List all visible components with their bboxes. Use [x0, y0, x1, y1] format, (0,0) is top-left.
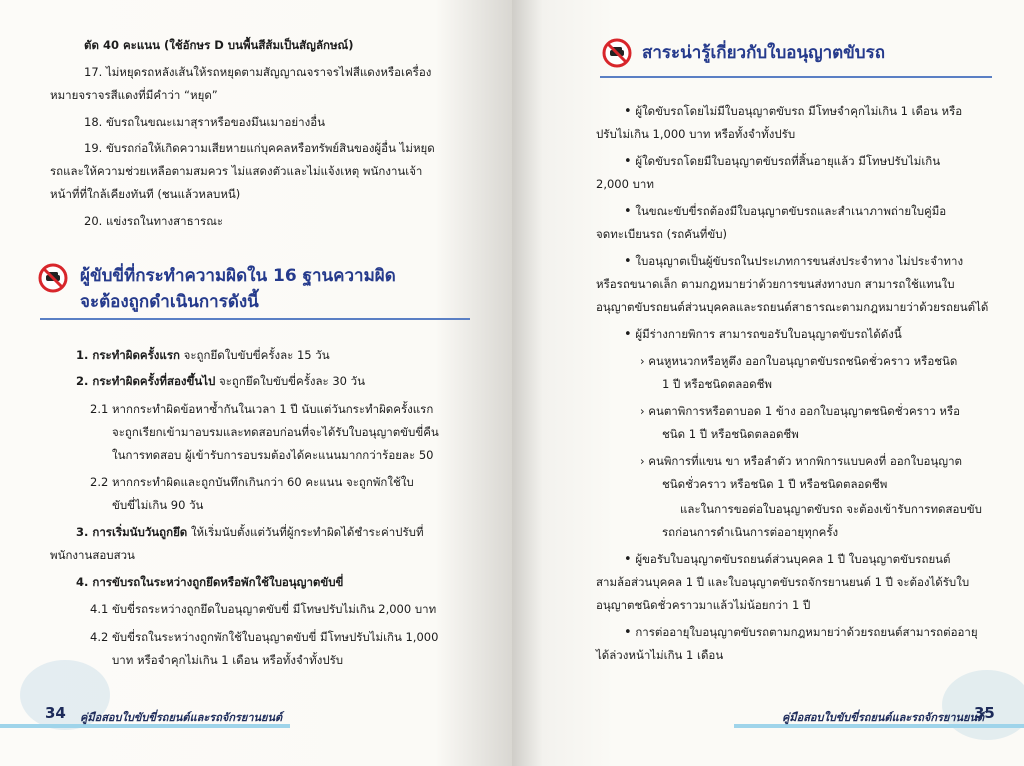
renewal-note-cont: รถก่อนการดำเนินการต่ออายุทุกครั้ง — [662, 525, 839, 539]
sub-bullet-3: › คนพิการที่แขน ขา หรือลำตัว หากพิการแบบคงที่ ออกใบอนุญาต — [640, 454, 963, 468]
heading-rule — [40, 318, 470, 320]
bullet-3: • ในขณะขับขี่รถต้องมีใบอนุญาตขับรถและสำเนาภาพถ่ายใบคู่มือ — [624, 204, 947, 219]
right-page — [512, 0, 1024, 766]
chevron-right-icon: › — [640, 354, 645, 368]
bullet-icon: • — [624, 254, 632, 269]
footer-title: คู่มือสอบใบขับขี่รถยนต์และรถจักรยานยนต์ — [782, 711, 985, 724]
penalty-item-2-1-cont-1: จะถูกเรียกเข้ามาอบรมและทดสอบก่อนที่จะได้รับใบอนุญาตขับขี่คืน — [112, 425, 439, 439]
bullet-6-cont-2: อนุญาตชนิดชั่วคราวมาแล้วไม่น้อยกว่า 1 ปี — [596, 598, 811, 612]
sub-bullet-2-cont: ชนิด 1 ปี หรือชนิดตลอดชีพ — [662, 427, 799, 441]
item-17: 17. ไม่หยุดรถหลังเส้นให้รถหยุดตามสัญญาณจราจรไฟสีแดงหรือเครื่อง — [84, 65, 432, 79]
bullet-4-cont-2: อนุญาตขับรถยนต์ส่วนบุคคลและรถยนต์สาธารณะตามกฎหมายว่าด้วยรถยนต์ได้ — [596, 300, 989, 314]
sub-bullet-1-cont: 1 ปี หรือชนิดตลอดชีพ — [662, 377, 773, 391]
bullet-icon: • — [624, 154, 632, 169]
chevron-right-icon: › — [640, 404, 645, 418]
bullet-icon: • — [624, 552, 632, 567]
item-17-cont: หมายจราจรสีแดงที่มีคำว่า “หยุด” — [50, 88, 218, 102]
bullet-3-cont: จดทะเบียนรถ (รถคันที่ขับ) — [596, 227, 727, 241]
item-19-cont-1: รถและให้ความช่วยเหลือตามสมควร ไม่แสดงตัวและไม่แจ้งเหตุ พนักงานเจ้า — [50, 164, 423, 178]
item-19: 19. ขับรถก่อให้เกิดความเสียหายแก่บุคคลหรือทรัพย์สินของผู้อื่น ไม่หยุด — [84, 141, 435, 155]
bullet-icon: • — [624, 204, 632, 219]
penalty-item-3-cont: พนักงานสอบสวน — [50, 548, 135, 562]
deduct-points-line: ตัด 40 คะแนน (ใช้อักษร D บนพื้นสีส้มเป็นสัญลักษณ์) — [84, 38, 354, 52]
page-number: 34 — [45, 704, 66, 722]
no-car-icon — [38, 263, 68, 293]
item-19-cont-2: หน้าที่ที่ใกล้เคียงทันที (ชนแล้วหลบหนี) — [50, 187, 241, 201]
sub-bullet-2: › คนตาพิการหรือตาบอด 1 ข้าง ออกใบอนุญาตชนิดชั่วคราว หรือ — [640, 404, 961, 418]
bullet-7: • การต่ออายุใบอนุญาตขับรถตามกฎหมายว่าด้วยรถยนต์สามารถต่ออายุ — [624, 625, 978, 640]
renewal-note: และในการขอต่อใบอนุญาตขับรถ จะต้องเข้ารับการทดสอบขับ — [680, 502, 982, 516]
info-heading: สาระน่ารู้เกี่ยวกับใบอนุญาตขับรถ — [642, 43, 886, 63]
page-number: 35 — [974, 704, 995, 722]
penalty-item-4-1: 4.1 ขับขี่รถระหว่างถูกยึดใบอนุญาตขับขี่ มีโทษปรับไม่เกิน 2,000 บาท — [90, 602, 437, 616]
bullet-icon: • — [624, 625, 632, 640]
penalty-item-1: 1. กระทำผิดครั้งแรก จะถูกยึดใบขับขี่ครั้งละ 15 วัน — [76, 348, 330, 362]
bullet-icon: • — [624, 104, 632, 119]
penalty-item-2-1-cont-2: ในการทดสอบ ผู้เข้ารับการอบรมต้องได้คะแนนมากกว่าร้อยละ 50 — [112, 448, 434, 462]
bullet-7-cont: ได้ล่วงหน้าไม่เกิน 1 เดือน — [596, 648, 724, 662]
bullet-2: • ผู้ใดขับรถโดยมีใบอนุญาตขับรถที่สิ้นอายุแล้ว มีโทษปรับไม่เกิน — [624, 154, 941, 169]
heading-rule — [600, 76, 992, 78]
chevron-right-icon: › — [640, 454, 645, 468]
penalty-heading-1: ผู้ขับขี่ที่กระทำความผิดใน 16 ฐานความผิด — [80, 266, 396, 286]
sub-bullet-1: › คนหูหนวกหรือหูตึง ออกใบอนุญาตขับรถชนิดชั่วคราว หรือชนิด — [640, 354, 958, 368]
item-20: 20. แข่งรถในทางสาธารณะ — [84, 214, 224, 228]
bullet-2-cont: 2,000 บาท — [596, 177, 654, 191]
penalty-item-2-2-cont: ขับขี่ไม่เกิน 90 วัน — [112, 498, 204, 512]
penalty-item-2: 2. กระทำผิดครั้งที่สองขึ้นไป จะถูกยึดใบขับขี่ครั้งละ 30 วัน — [76, 374, 365, 388]
penalty-item-4-2: 4.2 ขับขี่รถในระหว่างถูกพักใช้ใบอนุญาตขับขี่ มีโทษปรับไม่เกิน 1,000 — [90, 630, 439, 644]
bullet-6: • ผู้ขอรับใบอนุญาตขับรถยนต์ส่วนบุคคล 1 ปี ใบอนุญาตขับรถยนต์ — [624, 552, 951, 567]
penalty-item-3: 3. การเริ่มนับวันถูกยึด ให้เริ่มนับตั้งแต่วันที่ผู้กระทำผิดได้ชำระค่าปรับที่ — [76, 525, 424, 539]
bullet-5: • ผู้มีร่างกายพิการ สามารถขอรับใบอนุญาตขับรถได้ดังนี้ — [624, 327, 902, 342]
bullet-4: • ใบอนุญาตเป็นผู้ขับรถในประเภทการขนส่งประจำทาง ไม่ประจำทาง — [624, 254, 964, 269]
penalty-item-4-2-cont: บาท หรือจำคุกไม่เกิน 1 เดือน หรือทั้งจำทั้งปรับ — [112, 653, 344, 667]
no-car-icon — [602, 38, 632, 68]
penalty-item-2-1: 2.1 หากกระทำผิดข้อหาซ้ำกันในเวลา 1 ปี นับแต่วันกระทำผิดครั้งแรก — [90, 402, 434, 416]
penalty-heading-2: จะต้องถูกดำเนินการดังนี้ — [80, 292, 259, 312]
bullet-4-cont-1: หรือรถขนาดเล็ก ตามกฎหมายว่าด้วยการขนส่งทางบก สามารถใช้แทนใบ — [596, 277, 955, 291]
bullet-1-cont: ปรับไม่เกิน 1,000 บาท หรือทั้งจำทั้งปรับ — [596, 127, 796, 141]
bullet-icon: • — [624, 327, 632, 342]
footer-title: คู่มือสอบใบขับขี่รถยนต์และรถจักรยานยนต์ — [80, 711, 283, 724]
bullet-6-cont-1: สามล้อส่วนบุคคล 1 ปี และใบอนุญาตขับรถจักรยานยนต์ 1 ปี จะต้องได้รับใบ — [596, 575, 970, 589]
sub-bullet-3-cont: ชนิดชั่วคราว หรือชนิด 1 ปี หรือชนิดตลอดชีพ — [662, 477, 888, 491]
item-18: 18. ขับรถในขณะเมาสุราหรือของมึนเมาอย่างอื่น — [84, 115, 325, 129]
penalty-item-2-2: 2.2 หากกระทำผิดและถูกบันทึกเกินกว่า 60 คะแนน จะถูกพักใช้ใบ — [90, 475, 414, 489]
bullet-1: • ผู้ใดขับรถโดยไม่มีใบอนุญาตขับรถ มีโทษจำคุกไม่เกิน 1 เดือน หรือ — [624, 104, 963, 119]
penalty-item-4: 4. การขับรถในระหว่างถูกยึดหรือพักใช้ใบอนุญาตขับขี่ — [76, 575, 344, 589]
